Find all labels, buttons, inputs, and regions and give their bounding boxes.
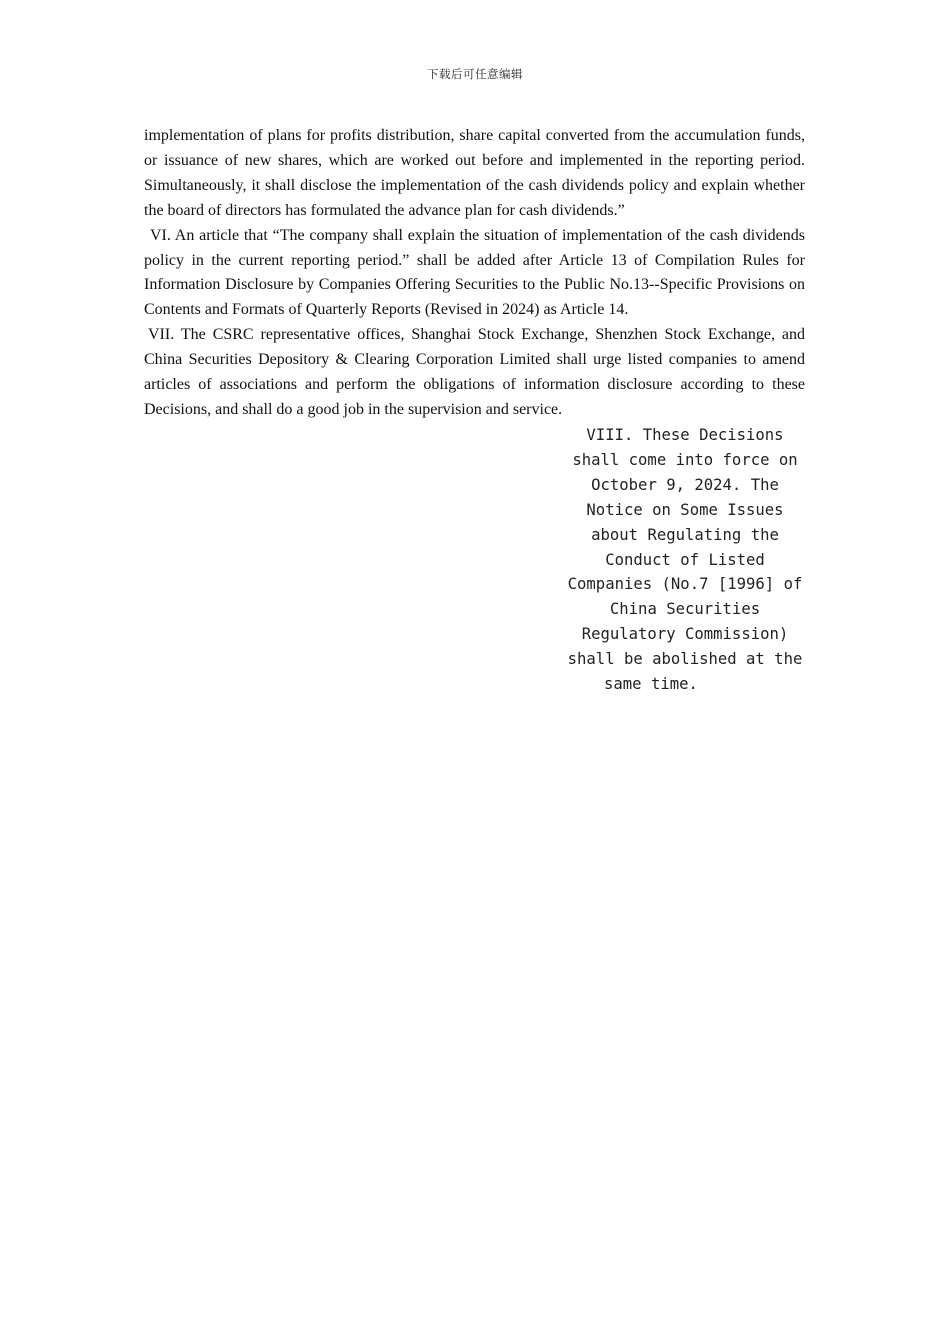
- article-viii-line: Conduct of Listed: [605, 550, 765, 569]
- article-viii-line: Regulatory Commission): [581, 625, 789, 644]
- article-viii-line: Companies (No.7 [1996] of: [567, 575, 803, 594]
- article-viii-line: same time.: [604, 675, 698, 694]
- article-viii-line: China Securities: [609, 600, 761, 619]
- paragraph-article-vii: VII. The CSRC representative offices, Shanghai Stock Exchange, Shenzhen Stock Exchange, and China Securities Depository & Clearing Corporation Limited shall urge listed companies to amend articles of associations and perform the obligations of information disclosure according to these Decisions, and shall do a good job in the supervision and service.: [144, 326, 805, 418]
- article-viii-line: shall come into force on: [572, 450, 798, 469]
- article-viii-line: Notice on Some Issues: [586, 500, 784, 519]
- document-body: [144, 124, 805, 423]
- paragraph-article-viii: [562, 423, 808, 697]
- page-header-note: 下载后可任意编辑: [427, 67, 523, 81]
- article-viii-line: October 9, 2024. The: [591, 475, 779, 494]
- paragraph-article-vi: VI. An article that “The company shall explain the situation of implementation of the cash dividends policy in the current reporting period.” shall be added after Article 13 of Compilation Rules for Information Disclosure by Companies Offering Securities to the Public No.13--Specific Provisions on Contents and Formats of Quarterly Reports (Revised in 2024) as Article 14.: [144, 226, 805, 319]
- article-viii-line: shall be abolished at the: [567, 650, 803, 669]
- paragraph-continuation: implementation of plans for profits distribution, share capital converted from the accumulation funds, or issuance of new shares, which are worked out before and implemented in the reporting period. Simultaneously, it shall disclose the implementation of the cash dividends policy and explain whether the board of directors has formulated the advance plan for cash dividends.”: [144, 127, 805, 219]
- article-viii-line: about Regulating the: [591, 525, 779, 544]
- article-viii-line: VIII. These Decisions: [586, 426, 784, 444]
